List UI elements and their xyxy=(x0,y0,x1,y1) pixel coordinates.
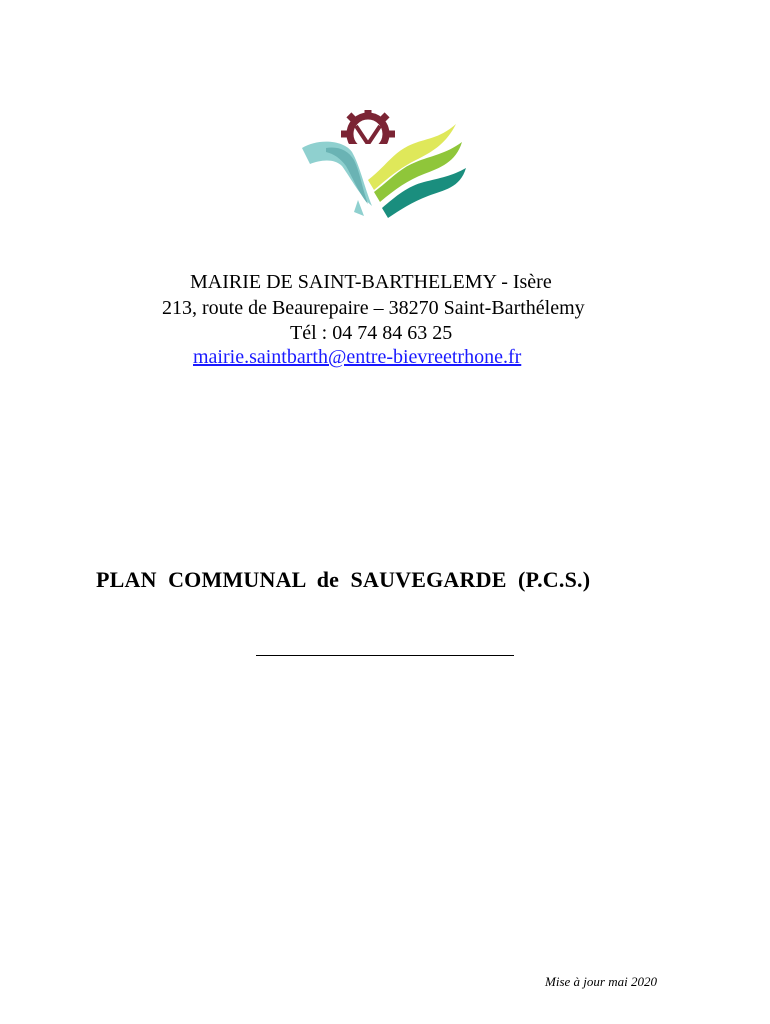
mairie-name: MAIRIE DE SAINT-BARTHELEMY - Isère xyxy=(190,271,552,293)
mairie-phone: Tél : 04 74 84 63 25 xyxy=(290,322,453,344)
document-title: PLAN COMMUNAL de SAUVEGARDE (P.C.S.) xyxy=(96,567,591,592)
mairie-address: 213, route de Beaurepaire – 38270 Saint-Barthélemy xyxy=(162,297,585,319)
title-divider xyxy=(256,655,514,656)
mairie-email-link[interactable]: mairie.saintbarth@entre-bievreetrhone.fr xyxy=(193,346,522,368)
municipal-logo-icon xyxy=(296,110,468,218)
update-note: Mise à jour mai 2020 xyxy=(545,974,657,989)
